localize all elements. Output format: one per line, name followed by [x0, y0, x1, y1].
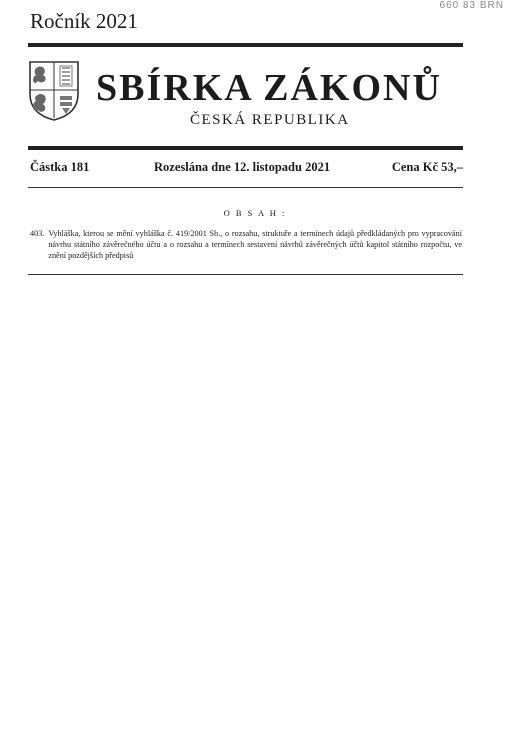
issue-price: Cena Kč 53,– [391, 160, 463, 174]
top-rule [28, 43, 463, 47]
contents-heading: O B S A H : [223, 208, 287, 218]
issue-part: Částka 181 [30, 160, 90, 174]
contents-bottom-rule [28, 274, 463, 275]
entry-number: 403. [30, 229, 45, 238]
journal-title: SBÍRKA ZÁKONŮ [96, 67, 442, 109]
meta-rule [28, 187, 463, 188]
header-bottom-rule [28, 146, 463, 150]
archive-stamp: 660 83 BRN [439, 0, 504, 11]
journal-subtitle: ČESKÁ REPUBLIKA [190, 112, 350, 128]
volume-year: Ročník 2021 [30, 9, 138, 33]
entry-text: Vyhláška, kterou se mění vyhláška č. 419/2001 Sb., o rozsahu, struktuře a termínech údajů předkládaných pro vypracování návrhu státního závěrečného účtu a o rozsahu a termínech sestavení návrhů závěrečných účtů kapitol státního rozpočtu, ve znění pozdějších předpisů [48, 229, 462, 260]
state-emblem-icon [28, 60, 80, 122]
contents-entry [30, 228, 462, 261]
issue-date: Rozeslána dne 12. listopadu 2021 [154, 160, 331, 174]
